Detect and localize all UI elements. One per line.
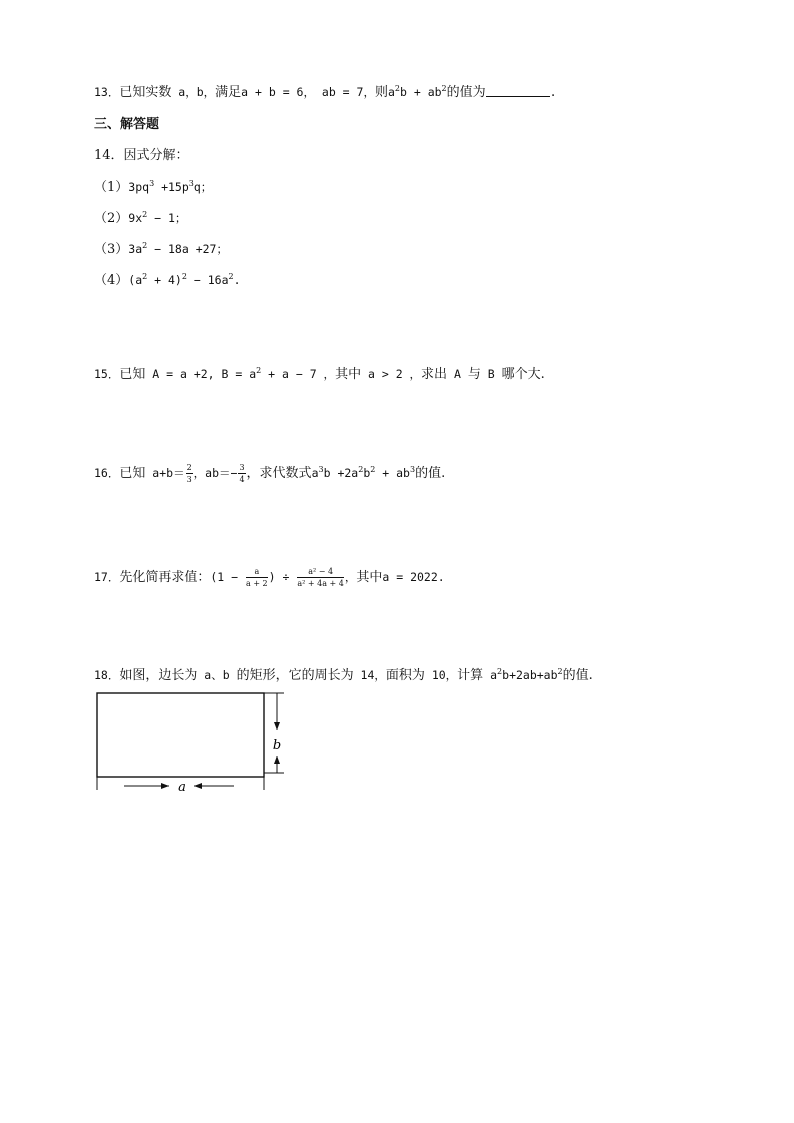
question-14-item-2: $(2)9x^2 - 1$；: [94, 210, 187, 226]
arrow-down-head: [274, 722, 280, 730]
rectangle-figure: [94, 690, 304, 796]
question-15: 15．已知 A = a +2, $B = a^2 + a - 7$ ，其中 a > 2 ，求出 A 与 B 哪个大.: [94, 366, 545, 382]
arrow-left-head: [194, 783, 202, 789]
arrow-right-head: [161, 783, 169, 789]
question-14-item-1: $(1)3pq^3 +15p^3q$；: [94, 179, 213, 195]
label-a: a: [178, 780, 186, 795]
fraction-a-over-a-plus-2: $\frac{a}{a + 2}$: [246, 567, 268, 588]
question-14-item-4: $(4)(a^2 + 4)^2 - 16a^2$.: [94, 272, 241, 288]
question-14-title: 14．因式分解：: [94, 148, 189, 163]
question-13: 13．已知实数 a，b，满足a + b = 6， ab = 7，则$a^2b + ab^2$的值为 .: [94, 84, 557, 100]
question-18: 18．如图，边长为 a、b 的矩形，它的周长为 14，面积为 10，计算 $a^2b+2ab+ab^2$的值.: [94, 667, 593, 683]
fraction-two-thirds: $\frac{2}{3}$: [186, 463, 192, 484]
label-b: b: [272, 738, 282, 753]
fraction-three-quarters: $\frac{3}{4}$: [239, 463, 245, 484]
question-17: 17．先化简再求值：(1 − $\frac{a}{a + 2}$ ) ÷ $\frac{\text{a² − 4}}{\text{a² + 4a + 4}}$ ，其中a = 2022.: [94, 567, 445, 588]
answer-blank: [486, 85, 550, 97]
question-14-item-3: $(3)3a^2 - 18a +27$；: [94, 241, 228, 257]
rectangle: [97, 693, 264, 777]
fraction-quadratic: $\frac{\text{a² − 4}}{\text{a² + 4a + 4}}$: [297, 567, 344, 588]
arrow-up-head: [274, 756, 280, 764]
question-16: 16．已知 a+b＝ $\frac{2}{3}$ ，ab＝− $\frac{3}{4}$ ，求代数式$a^3b +2a^2b^2 + ab^3$的值.: [94, 463, 446, 484]
section-heading: 三、解答题: [94, 117, 160, 132]
